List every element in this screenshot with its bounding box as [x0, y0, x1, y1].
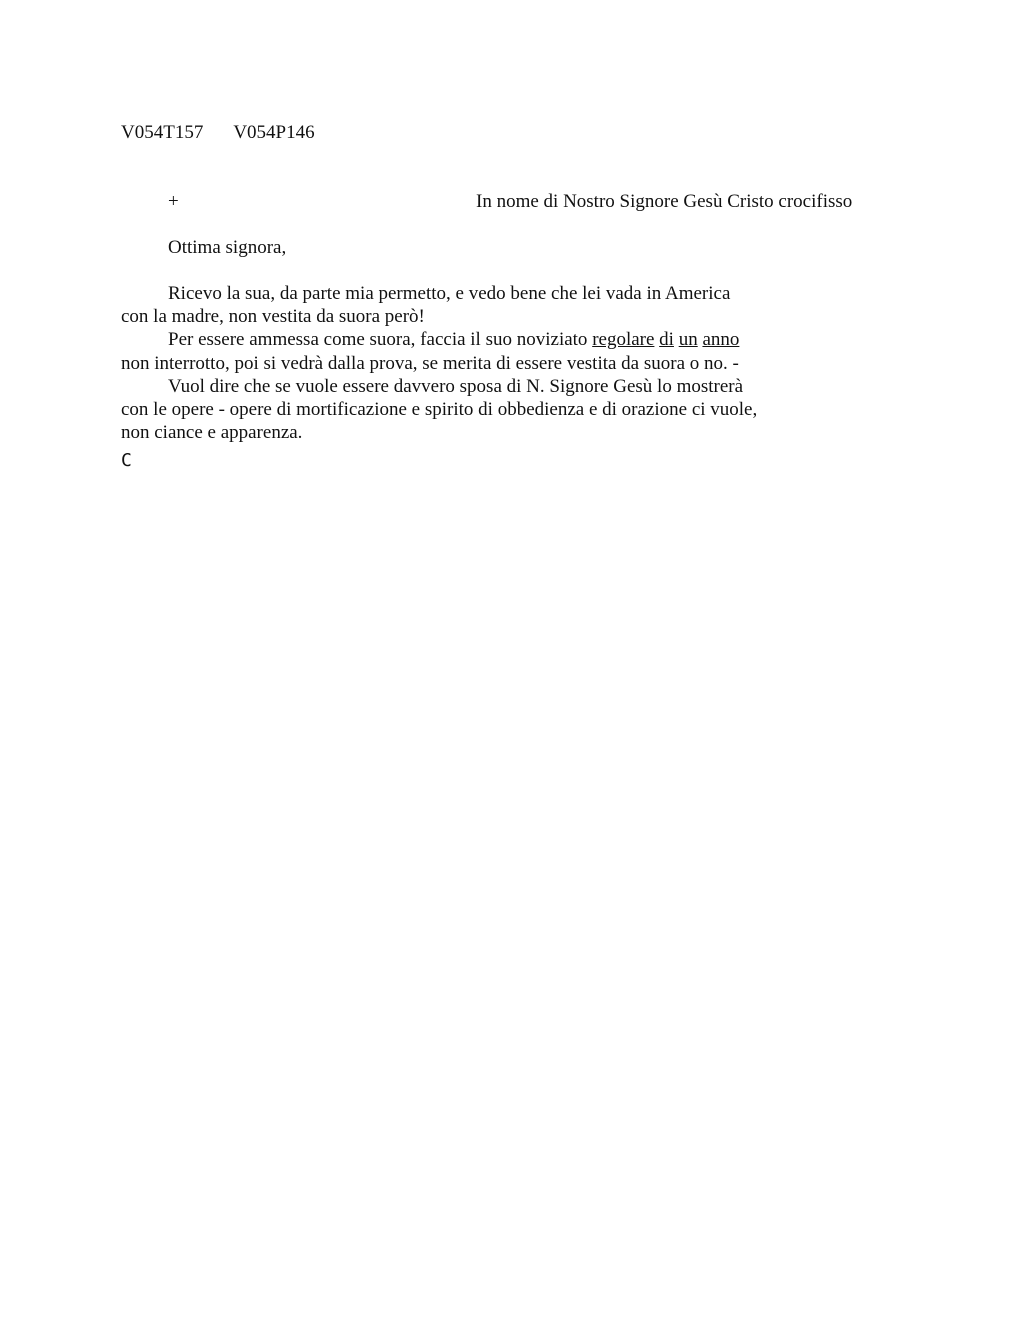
paragraph-2-line-1-text: Per essere ammessa come suora, faccia il suo noviziato — [168, 329, 593, 351]
text-code: V054T157 — [121, 122, 204, 143]
invocation: In nome di Nostro Signore Gesù Cristo crocifisso — [476, 191, 853, 212]
page-code: V054P146 — [233, 122, 315, 143]
paragraph-3-line-3: non ciance e apparenza. — [121, 422, 303, 444]
paragraph-1-line-1: Ricevo la sua, da parte mia permetto, e vedo bene che lei vada in America — [168, 283, 731, 304]
paragraph-1-line-2: con la madre, non vestita da suora però! — [121, 306, 425, 328]
underlined-word-di: di — [659, 329, 674, 351]
underlined-word-regolare: regolare — [592, 329, 655, 351]
paragraph-3-line-2: con le opere - opere di mortificazione e spirito di obbedienza e di orazione ci vuole, — [121, 399, 758, 421]
cross-symbol: + — [168, 191, 179, 212]
salutation: Ottima signora, — [168, 237, 287, 258]
letter-body — [121, 282, 821, 444]
paragraph-3-line-1: Vuol dire che se vuole essere davvero sposa di N. Signore Gesù lo mostrerà — [168, 375, 744, 397]
paragraph-2 — [121, 328, 821, 374]
document-codes — [121, 121, 315, 144]
paragraph-1 — [121, 282, 821, 328]
underlined-word-un: un — [678, 329, 698, 351]
paragraph-3 — [121, 375, 821, 445]
paragraph-2-line-2: non interrotto, poi si vedrà dalla prova, se merita di essere vestita da suora o no. - — [121, 352, 739, 374]
underlined-word-anno: anno — [702, 329, 740, 351]
paragraph-2-line-1 — [121, 328, 821, 351]
end-mark: C — [121, 450, 132, 471]
